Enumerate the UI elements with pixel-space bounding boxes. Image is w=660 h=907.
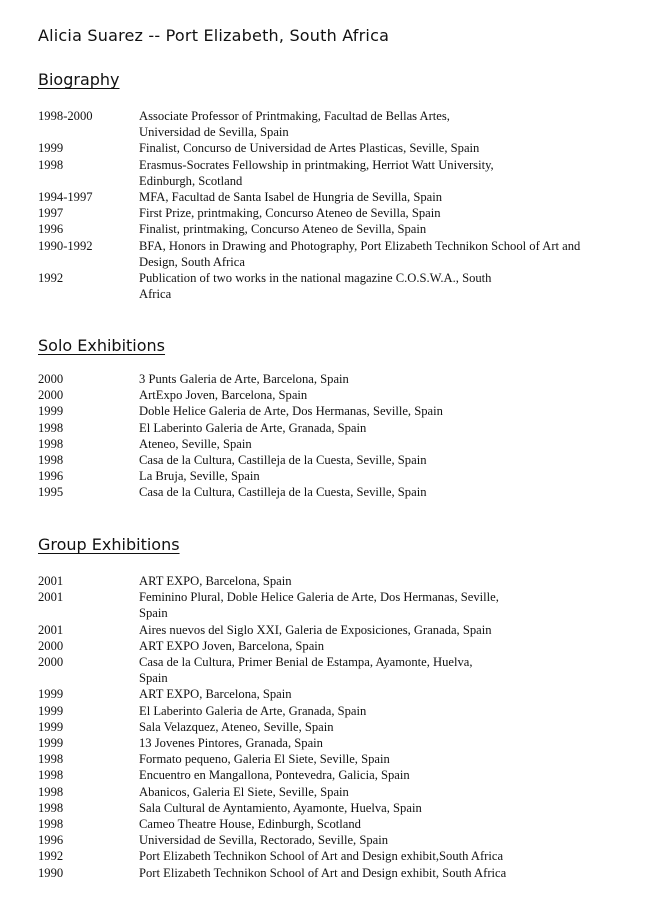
list-item	[38, 735, 648, 751]
entry-year: 1999	[38, 404, 64, 419]
entry-year: 2000	[38, 372, 64, 386]
entry-line: Erasmus-Socrates Fellowship in printmaking, Herriot Watt University,	[139, 157, 494, 172]
entry-line: BFA, Honors in Drawing and Photography, Port Elizabeth Technikon School of Art and	[139, 238, 581, 253]
entry-description	[139, 270, 648, 302]
entry-line: La Bruja, Seville, Spain	[139, 469, 260, 484]
entry-description	[139, 452, 648, 468]
entry-description	[139, 719, 648, 735]
entry-description	[139, 848, 648, 864]
list-item	[38, 221, 648, 237]
entry-line: Formato pequeno, Galeria El Siete, Seville, Spain	[139, 752, 390, 767]
group-exhibitions-heading: Group Exhibitions	[38, 535, 180, 554]
entry-year: 1997	[38, 206, 64, 221]
list-item	[38, 751, 648, 767]
list-item	[38, 848, 648, 864]
entry-year: 1996	[38, 833, 64, 848]
list-item	[38, 436, 648, 452]
entry-description	[139, 436, 648, 452]
entry-year: 1998-2000	[38, 109, 93, 123]
entry-year: 1998	[38, 453, 64, 468]
list-item	[38, 638, 648, 654]
list-item	[38, 189, 648, 205]
list-item	[38, 622, 648, 638]
entry-line: ArtExpo Joven, Barcelona, Spain	[139, 388, 308, 403]
entry-line: Cameo Theatre House, Edinburgh, Scotland	[139, 817, 361, 832]
list-item	[38, 452, 648, 468]
list-item	[38, 654, 648, 686]
list-item	[38, 108, 648, 140]
entry-line: Spain	[139, 606, 168, 621]
list-item	[38, 816, 648, 832]
list-item	[38, 832, 648, 848]
entry-year: 2001	[38, 622, 64, 637]
list-item	[38, 784, 648, 800]
entry-description	[139, 108, 648, 140]
entry-description	[139, 735, 648, 751]
entry-description	[139, 221, 648, 237]
list-item	[38, 270, 648, 302]
list-item	[38, 484, 648, 500]
entry-year: 1990	[38, 865, 64, 880]
entry-line: Sala Velazquez, Ateneo, Seville, Spain	[139, 719, 334, 734]
entry-line: Finalist, Concurso de Universidad de Artes Plasticas, Seville, Spain	[139, 141, 480, 156]
list-item	[38, 238, 648, 270]
list-item	[38, 420, 648, 436]
entry-year: 1998	[38, 436, 64, 451]
entry-line: Casa de la Cultura, Primer Benial de Estampa, Ayamonte, Huelva,	[139, 655, 473, 670]
entry-line: Port Elizabeth Technikon School of Art and Design exhibit, South Africa	[139, 865, 507, 880]
entry-line: Abanicos, Galeria El Siete, Seville, Spain	[139, 784, 349, 799]
entry-description	[139, 622, 648, 638]
entry-year: 1998	[38, 752, 64, 767]
list-item	[38, 719, 648, 735]
solo-exhibitions-heading: Solo Exhibitions	[38, 336, 166, 355]
entry-description	[139, 157, 648, 189]
entry-line: El Laberinto Galeria de Arte, Granada, Spain	[139, 420, 367, 435]
entry-line: Doble Helice Galeria de Arte, Dos Hermanas, Seville, Spain	[139, 404, 443, 419]
entry-year: 1998	[38, 800, 64, 815]
entry-year: 1998	[38, 768, 64, 783]
entry-description	[139, 238, 648, 270]
list-item	[38, 767, 648, 783]
page-title: Alicia Suarez -- Port Elizabeth, South Africa	[38, 26, 390, 45]
entry-description	[139, 403, 648, 419]
entry-year: 1998	[38, 784, 64, 799]
entry-description	[139, 573, 648, 589]
entry-description	[139, 420, 648, 436]
entry-line: ART EXPO, Barcelona, Spain	[139, 687, 292, 702]
biography-list	[38, 108, 648, 302]
entry-description	[139, 800, 648, 816]
entry-line: Publication of two works in the national magazine C.O.S.W.A., South	[139, 271, 492, 286]
list-item	[38, 205, 648, 221]
entry-line: Design, South Africa	[139, 254, 245, 269]
list-item	[38, 589, 648, 621]
list-item	[38, 371, 648, 387]
list-item	[38, 703, 648, 719]
entry-line: Universidad de Sevilla, Spain	[139, 125, 289, 140]
entry-line: Port Elizabeth Technikon School of Art and Design exhibit,South Africa	[139, 849, 504, 864]
entry-description	[139, 784, 648, 800]
entry-description	[139, 205, 648, 221]
entry-line: Casa de la Cultura, Castilleja de la Cuesta, Seville, Spain	[139, 485, 427, 500]
entry-description	[139, 371, 648, 387]
entry-line: Associate Professor of Printmaking, Facultad de Bellas Artes,	[139, 109, 450, 123]
entry-line: First Prize, printmaking, Concurso Ateneo de Sevilla, Spain	[139, 206, 441, 221]
entry-line: El Laberinto Galeria de Arte, Granada, Spain	[139, 703, 367, 718]
entry-description	[139, 189, 648, 205]
entry-year: 1998	[38, 817, 64, 832]
entry-line: Feminino Plural, Doble Helice Galeria de Arte, Dos Hermanas, Seville,	[139, 590, 499, 605]
list-item	[38, 686, 648, 702]
entry-year: 1999	[38, 719, 64, 734]
entry-year: 1996	[38, 222, 64, 237]
entry-year: 1998	[38, 420, 64, 435]
list-item	[38, 573, 648, 589]
entry-year: 2001	[38, 574, 64, 588]
entry-year: 1999	[38, 703, 64, 718]
entry-line: 3 Punts Galeria de Arte, Barcelona, Spain	[139, 372, 349, 386]
entry-line: ART EXPO Joven, Barcelona, Spain	[139, 638, 325, 653]
entry-year: 1998	[38, 157, 64, 172]
entry-line: MFA, Facultad de Santa Isabel de Hungria de Sevilla, Spain	[139, 190, 442, 205]
entry-description	[139, 832, 648, 848]
entry-description	[139, 767, 648, 783]
entry-description	[139, 703, 648, 719]
entry-description	[139, 468, 648, 484]
entry-line: Aires nuevos del Siglo XXI, Galeria de Exposiciones, Granada, Spain	[139, 622, 492, 637]
list-item	[38, 468, 648, 484]
entry-description	[139, 816, 648, 832]
entry-description	[139, 387, 648, 403]
list-item	[38, 865, 648, 881]
entry-year: 1992	[38, 849, 64, 864]
entry-line: 13 Jovenes Pintores, Granada, Spain	[139, 736, 323, 751]
entry-year: 1999	[38, 141, 64, 156]
list-item	[38, 403, 648, 419]
entry-line: Encuentro en Mangallona, Pontevedra, Galicia, Spain	[139, 768, 410, 783]
entry-line: Universidad de Sevilla, Rectorado, Seville, Spain	[139, 833, 389, 848]
entry-year: 1994-1997	[38, 190, 93, 205]
entry-line: Spain	[139, 671, 168, 686]
entry-line: ART EXPO, Barcelona, Spain	[139, 574, 292, 588]
entry-year: 2000	[38, 388, 64, 403]
entry-year: 1996	[38, 469, 64, 484]
entry-year: 1999	[38, 687, 64, 702]
entry-year: 2001	[38, 590, 64, 605]
entry-year: 1992	[38, 271, 64, 286]
entry-year: 2000	[38, 655, 64, 670]
entry-year: 1990-1992	[38, 238, 93, 253]
group-exhibitions-list	[38, 573, 648, 881]
entry-description	[139, 484, 648, 500]
entry-description	[139, 654, 648, 686]
list-item	[38, 800, 648, 816]
solo-exhibitions-list	[38, 371, 648, 501]
entry-year: 2000	[38, 638, 64, 653]
entry-line: Ateneo, Seville, Spain	[139, 436, 252, 451]
entry-line: Sala Cultural de Ayntamiento, Ayamonte, Huelva, Spain	[139, 800, 422, 815]
list-item	[38, 157, 648, 189]
biography-heading: Biography	[38, 70, 120, 89]
entry-year: 1999	[38, 736, 64, 751]
entry-description	[139, 865, 648, 881]
entry-description	[139, 686, 648, 702]
entry-line: Casa de la Cultura, Castilleja de la Cuesta, Seville, Spain	[139, 453, 427, 468]
list-item	[38, 387, 648, 403]
entry-line: Africa	[139, 287, 172, 302]
entry-description	[139, 638, 648, 654]
entry-year: 1995	[38, 485, 64, 500]
entry-line: Edinburgh, Scotland	[139, 173, 243, 188]
entry-description	[139, 589, 648, 621]
list-item	[38, 140, 648, 156]
entry-line: Finalist, printmaking, Concurso Ateneo de Sevilla, Spain	[139, 222, 427, 237]
entry-description	[139, 140, 648, 156]
entry-description	[139, 751, 648, 767]
